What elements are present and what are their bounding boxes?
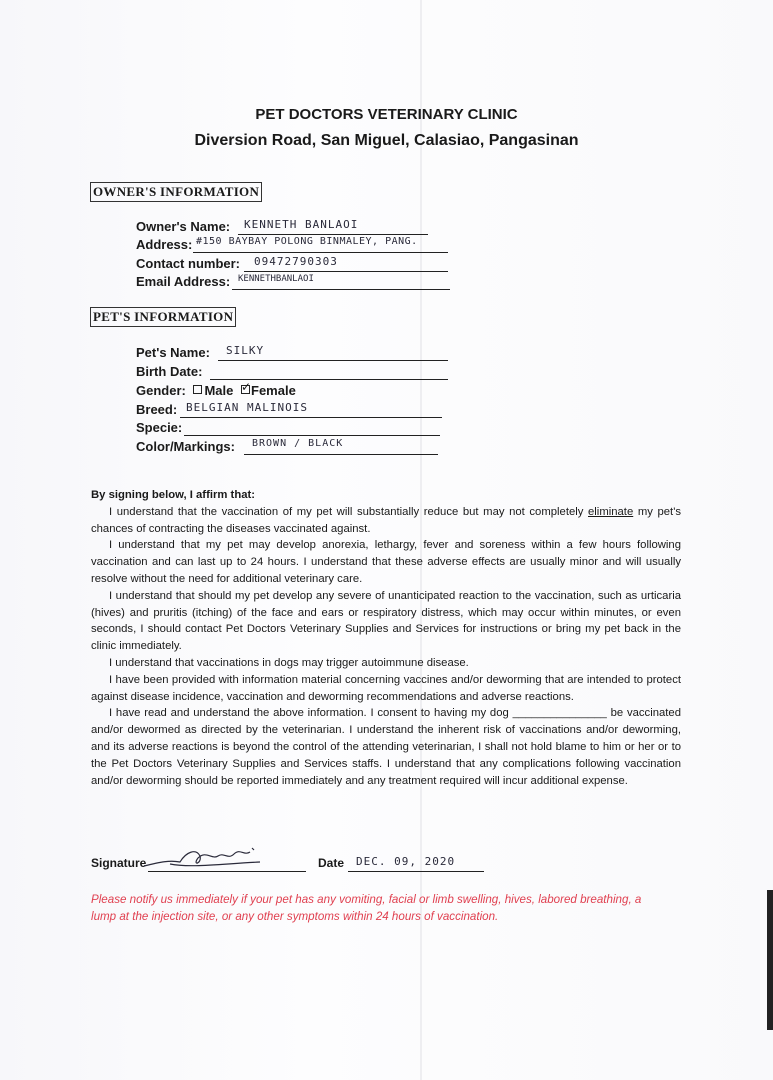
- consent-text: [91, 487, 681, 789]
- consent-p6-start: I have read and understand the above information. I consent to having my dog: [109, 707, 509, 720]
- owner-name-value[interactable]: KENNETH BANLAOI: [244, 218, 359, 231]
- consent-p1-start: I understand that the vaccination of my pet will substantially reduce but may not completely: [109, 505, 589, 518]
- signature-label: Signature: [91, 856, 147, 870]
- consent-paragraph-6: [91, 705, 681, 789]
- email-value[interactable]: KENNETHBANLAOI: [238, 274, 314, 284]
- contact-number-value[interactable]: 09472790303: [254, 255, 338, 268]
- gender-male-checkbox[interactable]: [193, 385, 202, 394]
- breed-value[interactable]: BELGIAN MALINOIS: [186, 401, 308, 414]
- contact-number-label: Contact number:: [136, 256, 240, 271]
- consent-p1-underlined: eliminate: [588, 505, 634, 518]
- consent-paragraph-3: I understand that should my pet develop any severe of unanticipated reaction to the vaccination, such as urticaria (hives) and pruritis (itching) of the face and ears or respiratory distress, which may occur within minutes, or even seconds, I should contact Pet Doctors Veterinary Supplies and Services for instructions or bring my pet back in the clinic immediately.: [91, 589, 681, 653]
- consent-paragraph-4: I understand that vaccinations in dogs may trigger autoimmune disease.: [109, 656, 469, 669]
- specie-label: Specie:: [136, 420, 183, 435]
- breed-label: Breed:: [136, 402, 178, 417]
- consent-paragraph-1: [91, 504, 681, 538]
- email-label: Email Address:: [136, 274, 231, 289]
- owner-section-heading: OWNER'S INFORMATION: [90, 182, 262, 202]
- birth-date-label: Birth Date:: [136, 364, 203, 379]
- gender-label: Gender:: [136, 383, 186, 398]
- color-markings-value[interactable]: BROWN / BLACK: [252, 438, 344, 449]
- owner-address-value[interactable]: #150 BAYBAY POLONG BINMALEY, PANG.: [196, 236, 418, 247]
- paper-edge-shadow: [767, 890, 773, 1030]
- consent-paragraph-5: I have been provided with information material concerning vaccines and/or deworming that are intended to protect against disease incidence, vaccination and deworming recommendations and adverse reactions.: [91, 673, 681, 703]
- consent-paragraph-2: I understand that my pet may develop anorexia, lethargy, fever and soreness within a few hours following vaccination and can last up to 24 hours. I understand that these adverse effects are usually minor and will usually resolve without the need for additional veterinary care.: [91, 539, 681, 585]
- date-value[interactable]: DEC. 09, 2020: [356, 855, 456, 868]
- pet-name-value[interactable]: SILKY: [226, 344, 265, 357]
- specie-line: [184, 420, 440, 436]
- gender-row: [136, 380, 296, 398]
- check-mark-icon: ✓: [241, 380, 252, 394]
- clinic-address: Diversion Road, San Miguel, Calasiao, Pangasinan: [194, 132, 579, 149]
- consent-p1-end: my pet's chances of contracting the diseases vaccinated against.: [91, 505, 681, 535]
- dog-name-blank[interactable]: _______________: [512, 707, 607, 720]
- color-markings-label: Color/Markings:: [136, 439, 235, 454]
- pet-name-label: Pet's Name:: [136, 345, 210, 360]
- date-label: Date: [318, 856, 345, 870]
- consent-heading: By signing below, I affirm that:: [91, 489, 256, 501]
- consent-p6-end: be vaccinated and/or dewormed as directed by the veterinarian. I understand the inherent risk of vaccinations and/or deworming, and its adverse reactions is beyond the control of the attending veterinarian, I shall not hold blame to him or her or to the Pet Doctors Veterinary Supplies and Services staffs. I understand that any complications following vaccination and/or deworming should be reported immediately and any treatment required will incur additional expense.: [91, 707, 681, 787]
- owner-name-label: Owner's Name:: [136, 219, 231, 234]
- handwritten-signature[interactable]: [140, 842, 270, 874]
- gender-male-label: Male: [204, 383, 234, 398]
- pet-section-heading: PET'S INFORMATION: [90, 307, 236, 327]
- owner-address-label: Address:: [136, 237, 193, 252]
- gender-female-checkbox[interactable]: [241, 380, 252, 394]
- gender-female-label: Female: [251, 383, 296, 398]
- post-vaccination-notice: Please notify us immediately if your pet has any vomiting, facial or limb swelling, hives, labored breathing, a lump at the injection site, or any other symptoms within 24 hours of vaccination.: [91, 893, 642, 923]
- clinic-name: PET DOCTORS VETERINARY CLINIC: [255, 106, 518, 123]
- birth-date-line: [210, 364, 448, 380]
